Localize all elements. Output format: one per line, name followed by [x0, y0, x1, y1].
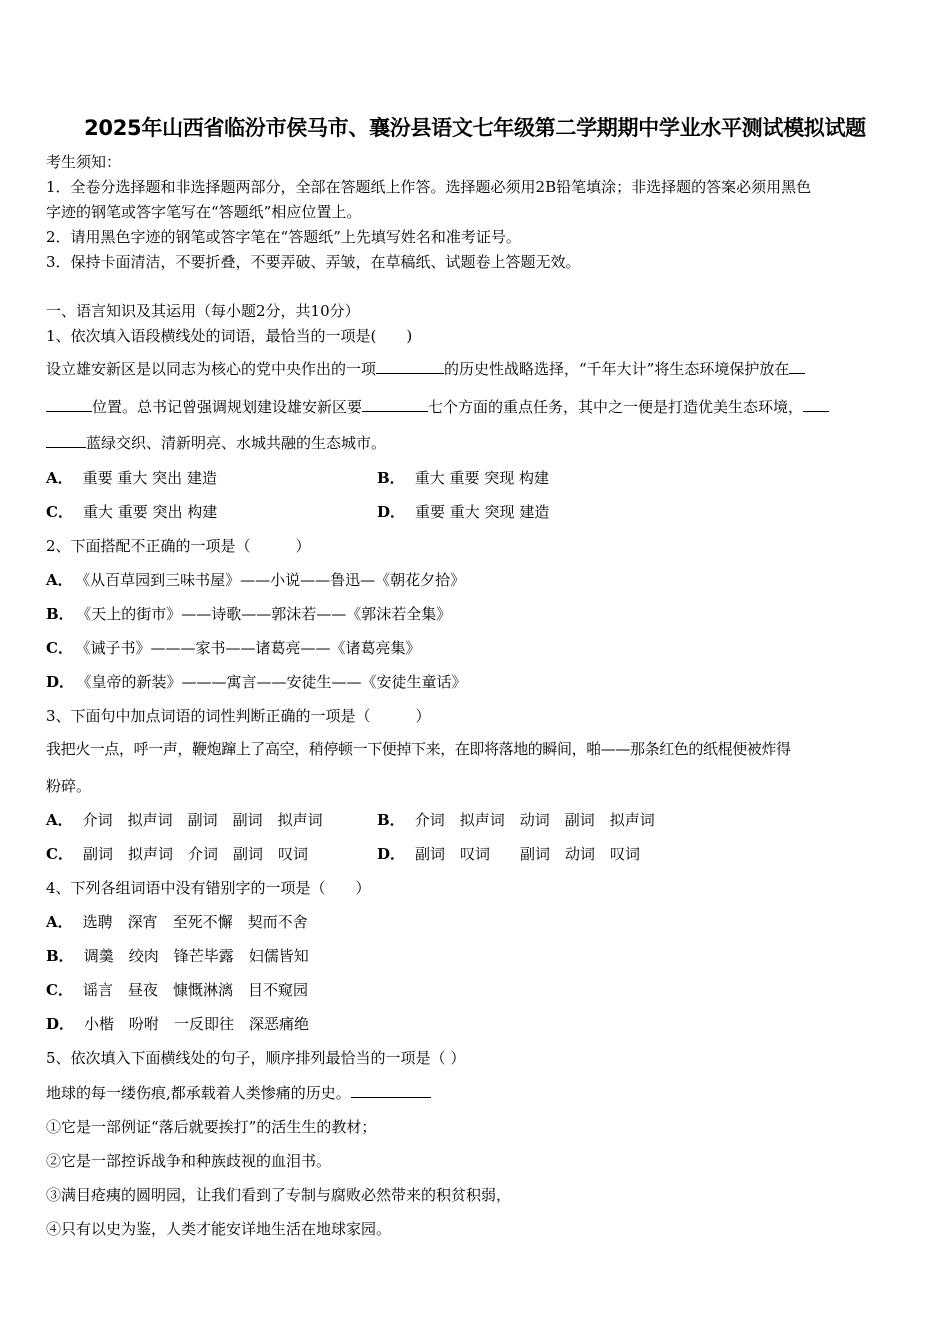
fill-blank — [46, 433, 86, 448]
q3-option-b: B． 介词 拟声词 动词 副词 拟声词 — [377, 811, 655, 829]
fill-blank — [351, 1083, 431, 1098]
notice-item-2: 2．请用黑色字迹的钢笔或答字笔在“答题纸”上先填写姓名和准考证号。 — [46, 228, 521, 246]
q1-option-d: D． 重要 重大 突现 建造 — [377, 503, 550, 521]
q5-lead-line — [46, 1083, 431, 1103]
q3-option-a: A． 介词 拟声词 副词 副词 拟声词 — [46, 811, 323, 829]
fill-blank — [789, 359, 805, 374]
q1-passage-line-2 — [46, 397, 829, 417]
q2-option-b: B． 《天上的街市》——诗歌——郭沫若——《郭沫若全集》 — [46, 605, 452, 623]
exam-title: 2025年山西省临汾市侯马市、襄汾县语文七年级第二学期期中学业水平测试模拟试题 — [84, 116, 866, 140]
q5-item-4: ④只有以史为鉴，人类才能安详地生活在地球家园。 — [46, 1220, 392, 1238]
fill-blank — [803, 397, 829, 412]
q3-stem: 3、下面句中加点词语的词性判断正确的一项是（ ） — [46, 707, 431, 725]
notice-heading: 考生须知： — [46, 153, 122, 171]
q5-item-1: ①它是一部例证“落后就要挨打”的活生生的教材； — [46, 1118, 377, 1136]
q1-passage-text: 位置。总书记曾强调规划建设雄安新区要 — [92, 398, 363, 416]
q5-item-2: ②它是一部控诉战争和种族歧视的血泪书。 — [46, 1152, 332, 1170]
q4-option-c: C． 谣言 昼夜 慷慨淋漓 目不窥园 — [46, 981, 308, 999]
notice-item-3: 3．保持卡面清洁，不要折叠，不要弄破、弄皱，在草稿纸、试题卷上答题无效。 — [46, 253, 581, 271]
q3-option-c: C． 副词 拟声词 介词 副词 叹词 — [46, 845, 308, 863]
fill-blank — [362, 397, 428, 412]
q2-option-c: C． 《诫子书》———家书——诸葛亮——《诸葛亮集》 — [46, 639, 421, 657]
q1-passage-text: 蓝绿交织、清新明亮、水城共融的生态城市。 — [86, 434, 387, 452]
q2-stem: 2、下面搭配不正确的一项是（ ） — [46, 537, 311, 555]
q1-passage-line-3 — [46, 433, 386, 453]
q5-item-3: ③满目疮痍的圆明园，让我们看到了专制与腐败必然带来的积贫积弱， — [46, 1186, 512, 1204]
q4-stem: 4、下列各组词语中没有错别字的一项是（ ） — [46, 879, 371, 897]
notice-item-1-cont: 字迹的钢笔或答字笔写在“答题纸”相应位置上。 — [46, 203, 362, 221]
q4-option-a: A． 选聘 深宵 至死不懈 契而不舍 — [46, 913, 308, 931]
q3-sentence-line-1: 我把火一点，呼一声，鞭炮蹿上了高空，稍停顿一下便掉下来，在即将落地的瞬间，啪——那条红色的纸棍便被炸得 — [46, 740, 791, 758]
q3-option-d: D． 副词 叹词 副词 动词 叹词 — [377, 845, 641, 863]
q5-stem: 5、依次填入下面横线处的句子，顺序排列最恰当的一项是（ ） — [46, 1049, 466, 1067]
q1-option-c: C． 重大 重要 突出 构建 — [46, 503, 218, 521]
q2-option-a: A． 《从百草园到三味书屋》——小说——鲁迅—《朝花夕拾》 — [46, 571, 466, 589]
q1-option-b: B． 重大 重要 突现 构建 — [377, 469, 549, 487]
q1-stem: 1、依次填入语段横线处的词语，最恰当的一项是( ) — [46, 327, 413, 345]
fill-blank — [46, 397, 92, 412]
q1-passage-text: 的历史性战略选择，“千年大计”将生态环境保护放在 — [444, 360, 790, 378]
q5-lead-text: 地球的每一缕伤痕,都承载着人类惨痛的历史。 — [46, 1084, 351, 1102]
q1-passage-text: 七个方面的重点任务，其中之一便是打造优美生态环境， — [428, 398, 804, 416]
q1-option-a: A． 重要 重大 突出 建造 — [46, 469, 217, 487]
fill-blank — [376, 359, 444, 374]
section-heading: 一、语言知识及其运用（每小题2分，共10分） — [46, 302, 360, 320]
notice-item-1: 1．全卷分选择题和非选择题两部分，全部在答题纸上作答。选择题必须用2B铅笔填涂；非选择题的答案必须用黑色 — [46, 178, 812, 196]
q4-option-b: B． 调羹 绞肉 锋芒毕露 妇儒皆知 — [46, 947, 309, 965]
q3-sentence-line-2: 粉碎。 — [46, 777, 92, 795]
q1-passage-text: 设立雄安新区是以同志为核心的党中央作出的一项 — [46, 360, 377, 378]
q4-option-d: D． 小楷 吩咐 一反即往 深恶痛绝 — [46, 1015, 310, 1033]
q2-option-d: D． 《皇帝的新装》———寓言——安徒生——《安徒生童话》 — [46, 673, 467, 691]
q1-passage-line-1 — [46, 359, 805, 379]
